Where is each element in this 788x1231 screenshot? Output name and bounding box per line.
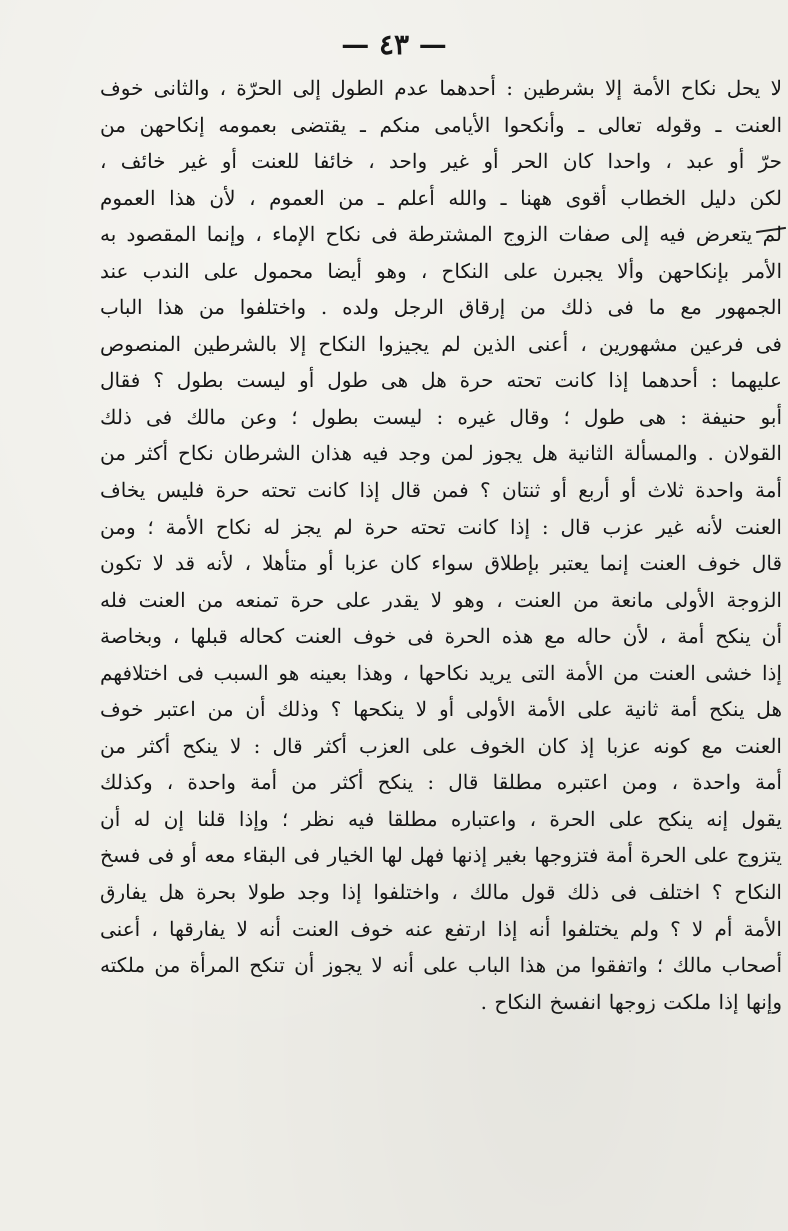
text-line: قال خوف العنت إنما يعتبر بإطلاق سواء كان عزبا أو متأهلا ، لأنه قد لا تكون: [100, 551, 782, 576]
text-line: أبو حنيفة : هى طول ؛ وقال غيره : ليست بطول ؛ وعن مالك فى ذلك: [100, 404, 782, 429]
text-line: يتزوج على الحرة أمة فتزوجها بغير إذنها فهل لها الخيار فى البقاء معه أو فى فسخ: [100, 843, 782, 868]
text-line: العنت ـ وقوله تعالى ـ وأنكحوا الأيامى منكم ـ يقتضى بعمومه إنكاحهن من: [100, 112, 782, 137]
text-line: لا يحل نكاح الأمة إلا بشرطين : أحدهما عدم الطول إلى الحرّة ، والثانى خوف: [100, 76, 782, 100]
text-line: عليهما : أحدهما إذا كانت تحته حرة هل هى طول أو ليست بطول ؟ فقال: [100, 368, 782, 393]
text-line: حرّ أو عبد ، واحدا كان الحر أو غير واحد ، خائفا للعنت أو غير خائف ،: [100, 149, 782, 174]
text-line: النكاح ؟ اختلف فى ذلك قول مالك ، واختلفوا إذا وجد طولا بحرة هل يفارق: [100, 880, 782, 905]
text-line: الأمة أم لا ؟ ولم يختلفوا أنه إذا ارتفع عنه خوف العنت أنه لا يفارقها ، أعنى: [100, 916, 782, 941]
text-line: أن ينكح أمة ، لأن حاله مع هذه الحرة فى خوف العنت كحاله قبلها ، وبخاصة: [100, 624, 782, 649]
page-number: — ٤٣ —: [341, 28, 447, 61]
text-line: أصحاب مالك ؛ واتفقوا من هذا الباب على أنه لا يجوز أن تنكح المرأة من ملكته: [100, 953, 782, 978]
text-line: الزوجة الأولى مانعة من العنت ، وهو لا يقدر على حرة تمنعه من العنت فله: [100, 587, 782, 612]
text-line: يقول إنه ينكح على الحرة ، واعتباره مطلقا فيه نظر ؛ وإذا قلنا إن له أن: [100, 806, 782, 831]
text-line: القولان . والمسألة الثانية هل يجوز لمن وجد فيه هذان الشرطان نكاح أكثر من: [100, 441, 782, 466]
text-line: فى فرعين مشهورين ، أعنى الذين لم يجيزوا النكاح إلا بالشرطين المنصوص: [100, 331, 782, 356]
text-line: أمة واحدة ، ومن اعتبره مطلقا قال : ينكح أكثر من أمة واحدة ، وكذلك: [100, 770, 782, 795]
text-line: إذا خشى العنت من الأمة التى يريد نكاحها ، وهذا بعينه هو السبب فى اختلافهم: [100, 660, 782, 685]
body-text: [100, 70, 782, 1020]
text-line: لم يتعرض فيه إلى صفات الزوج المشترطة فى نكاح الإماء ، وإنما المقصود به: [100, 222, 782, 247]
text-line: الأمر بإنكاحهن وألا يجبرن على النكاح ، وهو أيضا محمول على الندب عند: [100, 258, 782, 283]
text-line: أمة واحدة ثلاث أو أربع أو ثنتان ؟ فمن قال إذا كانت تحته حرة فليس يخاف: [100, 478, 782, 503]
text-line: هل ينكح أمة ثانية على الأمة الأولى أو لا ينكحها ؟ وذلك أن من اعتبر خوف: [100, 697, 782, 722]
text-line: الجمهور مع ما فى ذلك من إرقاق الرجل ولده . واختلفوا من هذا الباب: [100, 295, 782, 320]
text-line: العنت لأنه غير عزب قال : إذا كانت تحته حرة لم يجز له نكاح الأمة ؛ ومن: [100, 514, 782, 539]
text-line: لكن دليل الخطاب أقوى ههنا ـ والله أعلم ـ من العموم ، لأن هذا العموم: [100, 185, 782, 210]
text-line: العنت مع كونه عزبا إذ كان الخوف على العزب أكثر قال : لا ينكح أكثر من: [100, 733, 782, 758]
text-line: وإنها إذا ملكت زوجها انفسخ النكاح .: [480, 989, 782, 1014]
